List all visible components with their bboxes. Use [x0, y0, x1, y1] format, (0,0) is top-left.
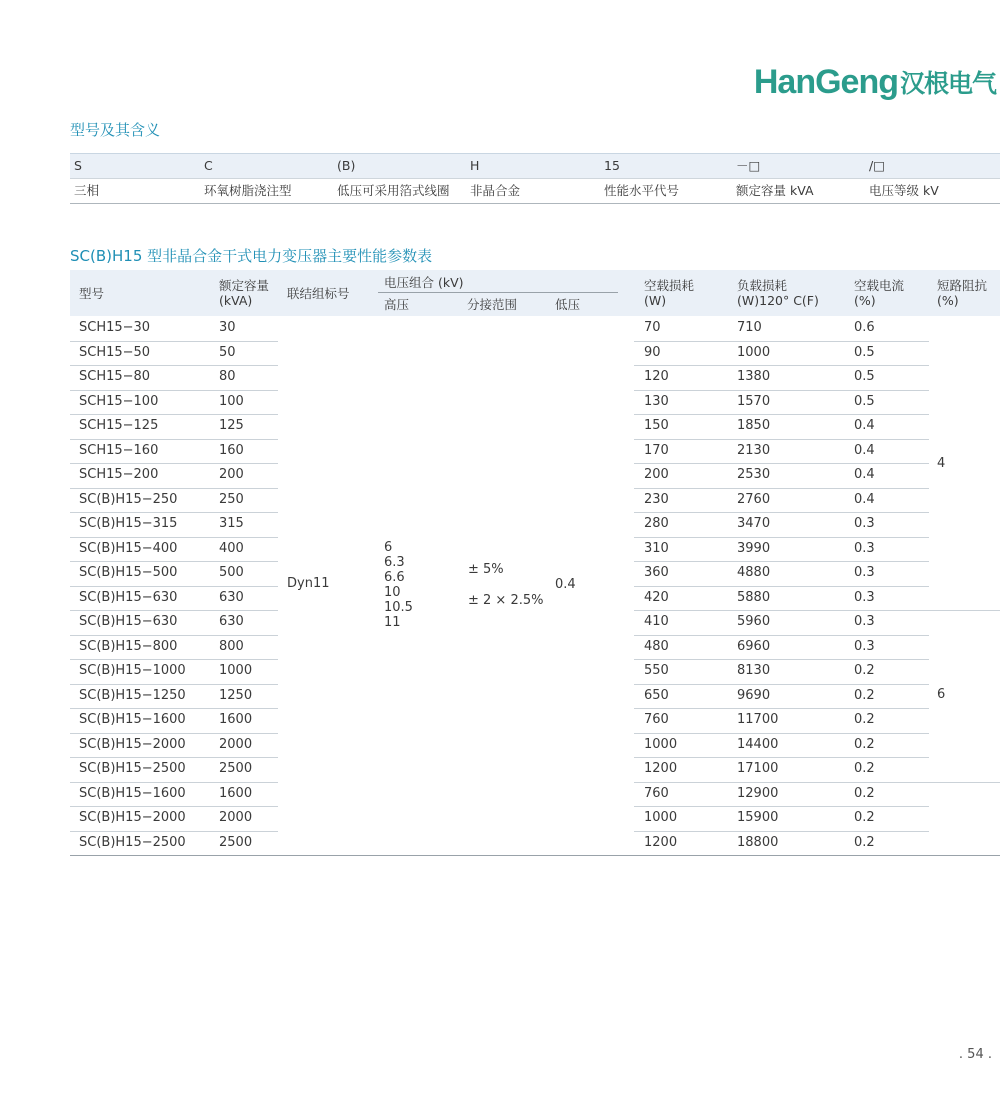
cell-load-loss: 17100 [737, 761, 779, 776]
cell-capacity: 50 [219, 344, 236, 360]
cell-load-loss: 2530 [737, 467, 771, 482]
cell-model: SC(B)H15−500 [79, 565, 178, 580]
row-divider [634, 610, 929, 611]
row-divider [70, 439, 278, 440]
row-divider [70, 561, 278, 562]
cell-noload-current: 0.3 [854, 540, 875, 556]
header-model: 型号 [79, 286, 105, 301]
model-meaning: 低压可采用箔式线圈 [337, 183, 450, 198]
cell-noload-loss: 650 [644, 687, 669, 703]
cell-capacity: 800 [219, 638, 244, 654]
cell-noload-current: 0.2 [854, 687, 875, 703]
cell-capacity: 1600 [219, 785, 253, 801]
row-divider [70, 708, 278, 709]
cell-noload-loss: 760 [644, 785, 669, 801]
model-code: (B) [337, 158, 356, 173]
cell-noload-current: 0.2 [854, 785, 875, 801]
row-divider [634, 365, 929, 366]
cell-load-loss: 2760 [737, 491, 771, 507]
row-divider [634, 488, 929, 489]
header-load-loss-unit: (W)120° C(F) [737, 293, 819, 308]
cell-noload-current: 0.3 [854, 565, 875, 580]
cell-load-loss: 5960 [737, 614, 771, 629]
cell-model: SCH15−80 [79, 369, 151, 384]
header-capacity: 额定容量 [219, 278, 270, 293]
row-divider [70, 806, 278, 807]
row-divider [70, 782, 278, 783]
cell-load-loss: 2130 [737, 442, 771, 458]
cell-noload-current: 0.5 [854, 344, 875, 360]
cell-noload-current: 0.3 [854, 638, 875, 654]
cell-noload-loss: 200 [644, 467, 669, 482]
hv-value: 6.6 [384, 570, 405, 585]
cell-capacity: 315 [219, 516, 244, 531]
cell-noload-current: 0.4 [854, 418, 875, 433]
header-impedance-unit: (%) [937, 293, 959, 308]
cell-capacity: 630 [219, 589, 244, 605]
header-tap: 分接范围 [467, 297, 518, 312]
row-divider [634, 831, 929, 832]
model-meaning: 三相 [74, 183, 100, 198]
cell-noload-loss: 170 [644, 442, 669, 458]
header-noload-loss: 空载损耗 [644, 278, 695, 293]
cell-load-loss: 18800 [737, 834, 779, 850]
cell-noload-loss: 150 [644, 418, 669, 433]
header-noload-current: 空载电流 [854, 278, 905, 293]
cell-load-loss: 1380 [737, 369, 771, 384]
row-divider [634, 806, 929, 807]
cell-noload-loss: 760 [644, 712, 669, 727]
row-divider [634, 463, 929, 464]
row-divider [634, 708, 929, 709]
cell-load-loss: 3470 [737, 516, 771, 531]
cell-noload-current: 0.2 [854, 736, 875, 752]
model-code: /□ [869, 158, 886, 173]
cell-capacity: 1250 [219, 687, 253, 703]
cell-capacity: 1600 [219, 712, 253, 727]
model-code-row [70, 153, 1000, 178]
impedance-value: 4 [937, 456, 946, 471]
model-meaning: 电压等级 kV [869, 183, 939, 198]
lv-value: 0.4 [555, 577, 576, 592]
hv-value: 10 [384, 585, 401, 600]
cell-model: SC(B)H15−2000 [79, 810, 186, 825]
cell-model: SCH15−200 [79, 467, 159, 482]
model-meaning-table [70, 153, 1000, 204]
cell-noload-loss: 230 [644, 491, 669, 507]
row-divider [70, 855, 1000, 856]
row-divider [70, 635, 278, 636]
cell-model: SC(B)H15−315 [79, 516, 178, 531]
header-hv: 高压 [384, 297, 410, 312]
cell-noload-loss: 1000 [644, 736, 678, 752]
cell-model: SC(B)H15−400 [79, 540, 178, 556]
cell-load-loss: 4880 [737, 565, 771, 580]
cell-capacity: 1000 [219, 663, 253, 678]
cell-load-loss: 8130 [737, 663, 771, 678]
header-capacity-unit: (kVA) [219, 293, 253, 308]
cell-capacity: 200 [219, 467, 244, 482]
connection-group-value: Dyn11 [287, 576, 330, 591]
row-divider [70, 365, 278, 366]
hv-value: 6 [384, 540, 393, 555]
cell-load-loss: 3990 [737, 540, 771, 556]
cell-capacity: 2500 [219, 761, 253, 776]
cell-noload-current: 0.2 [854, 810, 875, 825]
row-divider [70, 586, 278, 587]
row-divider [70, 390, 278, 391]
cell-noload-current: 0.3 [854, 589, 875, 605]
model-code: －□ [736, 158, 761, 173]
cell-noload-current: 0.3 [854, 516, 875, 531]
cell-model: SC(B)H15−2500 [79, 761, 186, 776]
brand-name-latin: HanGeng [753, 62, 898, 101]
model-code: 15 [604, 158, 620, 173]
cell-capacity: 30 [219, 320, 236, 335]
model-section-title: 型号及其含义 [70, 121, 161, 139]
model-code: H [470, 158, 480, 173]
row-divider [70, 414, 278, 415]
cell-noload-loss: 70 [644, 320, 661, 335]
hv-values [384, 540, 413, 630]
cell-load-loss: 12900 [737, 785, 779, 801]
row-divider [70, 512, 278, 513]
cell-noload-current: 0.3 [854, 614, 875, 629]
row-divider [634, 390, 929, 391]
cell-noload-loss: 120 [644, 369, 669, 384]
cell-capacity: 80 [219, 369, 236, 384]
row-divider [70, 463, 278, 464]
cell-noload-loss: 280 [644, 516, 669, 531]
cell-model: SC(B)H15−800 [79, 638, 178, 654]
cell-load-loss: 5880 [737, 589, 771, 605]
cell-load-loss: 11700 [737, 712, 779, 727]
cell-noload-current: 0.2 [854, 712, 875, 727]
cell-capacity: 100 [219, 393, 244, 409]
cell-capacity: 2000 [219, 736, 253, 752]
cell-noload-loss: 1200 [644, 761, 678, 776]
hv-value: 6.3 [384, 555, 405, 570]
page-number: . 54 . [958, 1047, 992, 1062]
cell-noload-loss: 420 [644, 589, 669, 605]
header-lv: 低压 [555, 297, 581, 312]
row-divider [70, 733, 278, 734]
cell-noload-loss: 310 [644, 540, 669, 556]
cell-capacity: 500 [219, 565, 244, 580]
model-meaning: 环氧树脂浇注型 [204, 183, 292, 198]
impedance-value: 6 [937, 687, 946, 702]
row-divider [70, 537, 278, 538]
row-divider [634, 512, 929, 513]
hv-value: 11 [384, 615, 401, 630]
cell-model: SC(B)H15−630 [79, 614, 178, 629]
cell-capacity: 630 [219, 614, 244, 629]
tap-range-value: ± 5% [468, 562, 504, 577]
cell-noload-loss: 360 [644, 565, 669, 580]
cell-noload-loss: 1200 [644, 834, 678, 850]
cell-capacity: 250 [219, 491, 244, 507]
parameter-table [70, 270, 1000, 855]
row-divider [70, 831, 278, 832]
cell-model: SC(B)H15−2000 [79, 736, 186, 752]
row-divider [634, 733, 929, 734]
cell-noload-loss: 550 [644, 663, 669, 678]
row-divider [634, 757, 929, 758]
header-noload-loss-unit: (W) [644, 293, 667, 308]
cell-model: SCH15−30 [79, 320, 151, 335]
cell-model: SC(B)H15−1600 [79, 712, 186, 727]
cell-model: SC(B)H15−2500 [79, 834, 186, 850]
cell-noload-current: 0.2 [854, 834, 875, 850]
cell-noload-current: 0.4 [854, 442, 875, 458]
cell-noload-current: 0.2 [854, 761, 875, 776]
cell-model: SC(B)H15−250 [79, 491, 178, 507]
cell-noload-current: 0.2 [854, 663, 875, 678]
row-divider [634, 561, 929, 562]
model-meaning: 非晶合金 [470, 183, 521, 198]
cell-capacity: 160 [219, 442, 244, 458]
table-header [70, 270, 1000, 316]
row-divider [929, 782, 1000, 783]
cell-model: SCH15−125 [79, 418, 159, 433]
brand-name-cn: 汉根电气 [899, 69, 996, 98]
cell-model: SCH15−100 [79, 393, 159, 409]
header-noload-current-unit: (%) [854, 293, 876, 308]
cell-model: SC(B)H15−1000 [79, 663, 186, 678]
cell-noload-loss: 1000 [644, 810, 678, 825]
param-section-title: SC(B)H15 型非晶合金干式电力变压器主要性能参数表 [70, 247, 433, 265]
cell-noload-current: 0.5 [854, 393, 875, 409]
cell-load-loss: 1000 [737, 344, 771, 360]
row-divider [634, 635, 929, 636]
cell-load-loss: 6960 [737, 638, 771, 654]
model-code: C [204, 158, 213, 173]
cell-noload-current: 0.6 [854, 320, 875, 335]
cell-model: SC(B)H15−630 [79, 589, 178, 605]
cell-model: SCH15−50 [79, 344, 151, 360]
header-voltage-group: 电压组合 (kV) [384, 275, 464, 290]
cell-capacity: 2000 [219, 810, 253, 825]
row-divider [634, 782, 929, 783]
cell-load-loss: 15900 [737, 810, 779, 825]
row-divider [70, 610, 278, 611]
row-divider [70, 488, 278, 489]
cell-noload-loss: 130 [644, 393, 669, 409]
model-code: S [74, 158, 82, 173]
cell-noload-loss: 480 [644, 638, 669, 654]
cell-load-loss: 710 [737, 320, 762, 335]
row-divider [634, 414, 929, 415]
header-load-loss: 负载损耗 [737, 278, 788, 293]
row-divider [929, 610, 1000, 611]
row-divider [70, 684, 278, 685]
tap-range-value: ± 2 × 2.5% [468, 593, 544, 608]
brand-logo [754, 60, 996, 104]
row-divider [634, 659, 929, 660]
model-meaning: 性能水平代号 [604, 183, 680, 198]
cell-noload-loss: 90 [644, 344, 661, 360]
header-connection: 联结组标号 [287, 286, 350, 301]
hv-value: 10.5 [384, 600, 413, 615]
cell-noload-current: 0.4 [854, 467, 875, 482]
cell-noload-current: 0.5 [854, 369, 875, 384]
cell-load-loss: 1850 [737, 418, 771, 433]
row-divider [70, 659, 278, 660]
cell-load-loss: 1570 [737, 393, 771, 409]
model-meaning-row [70, 178, 1000, 204]
header-divider [378, 292, 618, 293]
cell-model: SC(B)H15−1250 [79, 687, 186, 703]
header-impedance: 短路阻抗 [937, 278, 988, 293]
row-divider [70, 341, 278, 342]
row-divider [634, 684, 929, 685]
cell-noload-current: 0.4 [854, 491, 875, 507]
cell-load-loss: 9690 [737, 687, 771, 703]
cell-model: SCH15−160 [79, 442, 159, 458]
cell-model: SC(B)H15−1600 [79, 785, 186, 801]
cell-load-loss: 14400 [737, 736, 779, 752]
cell-capacity: 2500 [219, 834, 253, 850]
row-divider [634, 439, 929, 440]
row-divider [634, 586, 929, 587]
model-meaning: 额定容量 kVA [736, 183, 814, 198]
cell-capacity: 125 [219, 418, 244, 433]
row-divider [70, 757, 278, 758]
row-divider [634, 537, 929, 538]
row-divider [634, 341, 929, 342]
cell-noload-loss: 410 [644, 614, 669, 629]
cell-capacity: 400 [219, 540, 244, 556]
